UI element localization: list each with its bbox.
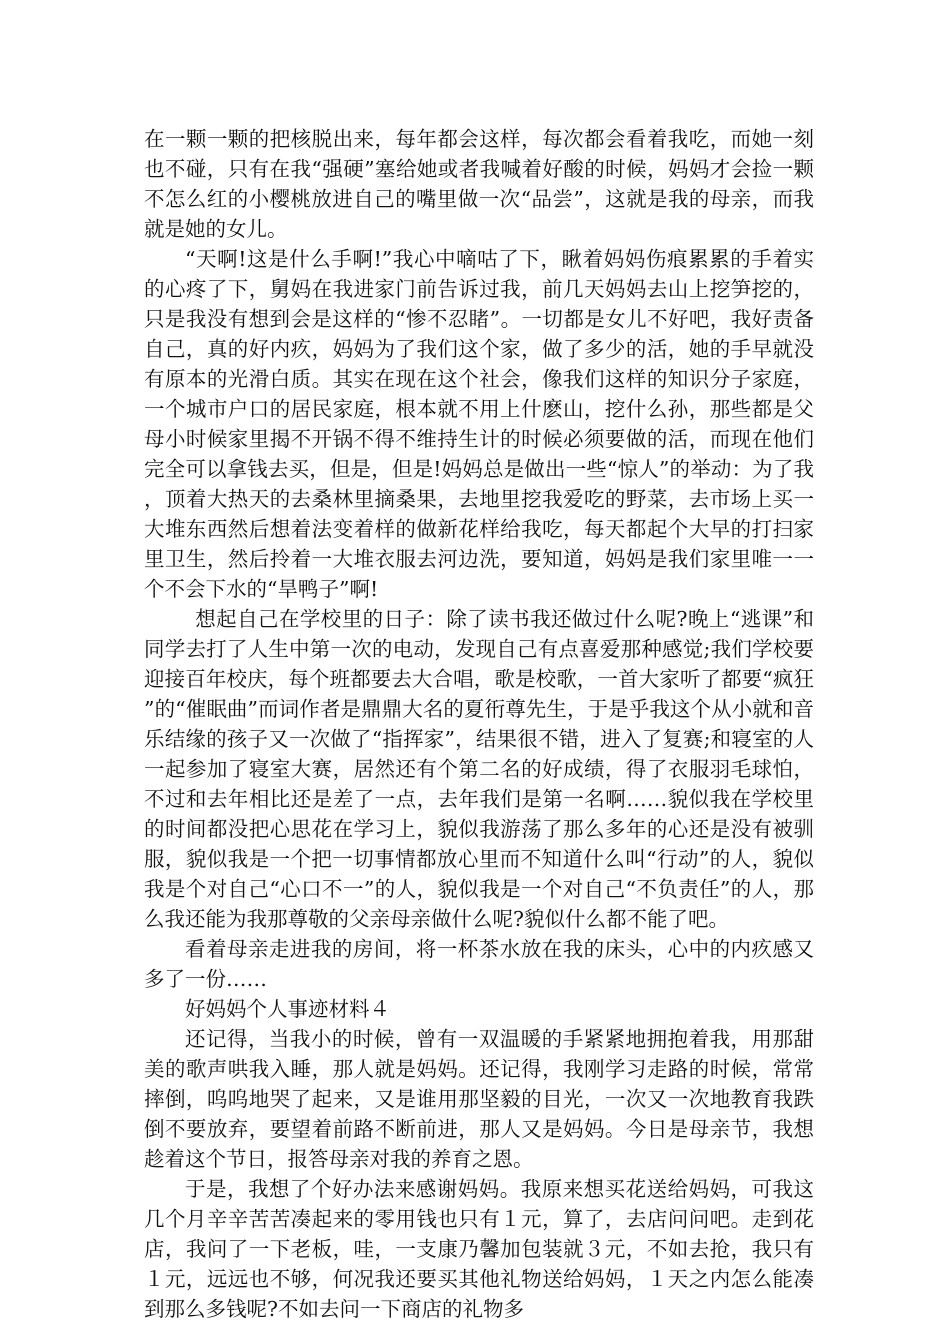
paragraph-2: “天啊!这是什么手啊!”我心中嘀咕了下，瞅着妈妈伤痕累累的手着实的心疼了下，舅妈在我进家门前告诉过我，前几天妈妈去山上挖笋挖的，只是我没有想到会是这样的“惨不忍睹”。一切都是女儿不好吧，我好责备自己，真的好内疚，妈妈为了我们这个家，做了多少的活，她的手早就没有原本的光滑白质。其实在现在这个社会，像我们这样的知识分子家庭，一个城市户口的居民家庭，根本就不用上什麽山，挖什么孙，那些都是父母小时候家里揭不开锅不得不维持生计的时候必须要做的活，而现在他们完全可以拿钱去买，但是，但是!妈妈总是做出一些“惊人”的举动：为了我，顶着大热天的去桑林里摘桑果，去地里挖我爱吃的野菜，去市场上买一大堆东西然后想着法变着样的做新花样给我吃，每天都起个大早的打扫家里卫生，然后拎着一大堆衣服去河边洗，要知道，妈妈是我们家里唯一一个不会下水的“旱鸭子”啊! [144,247,814,601]
paragraph-4: 看着母亲走进我的房间，将一杯茶水放在我的床头，心中的内疚感又多了一份…… [144,937,814,991]
document-body [144,124,814,1324]
paragraph-1: 在一颗一颗的把核脱出来，每年都会这样，每次都会看着我吃，而她一刻也不碰，只有在我“强硬”塞给她或者我喊着好酸的时候，妈妈才会捡一颗不怎么红的小樱桃放进自己的嘴里做一次“品尝”，这就是我的母亲，而我就是她的女儿。 [144,127,814,241]
paragraph-5: 还记得，当我小的时候，曾有一双温暖的手紧紧地拥抱着我，用那甜美的歌声哄我入睡，那人就是妈妈。还记得，我刚学习走路的时候，常常摔倒，呜呜地哭了起来，又是谁用那坚毅的目光，一次又一次地教育我跌倒不要放弃，要望着前路不断前进，那人又是妈妈。今日是母亲节，我想趁着这个节日，报答母亲对我的养育之恩。 [144,1027,814,1171]
paragraph-3: 想起自己在学校里的日子：除了读书我还做过什么呢?晚上“逃课”和同学去打了人生中第一次的电动，发现自己有点喜爱那种感觉;我们学校要迎接百年校庆，每个班都要去大合唱，歌是校歌，一首大家听了都要“疯狂”的“催眠曲”而词作者是鼎鼎大名的夏衎尊先生，于是乎我这个从小就和音乐结缘的孩子又一次做了“指挥家”，结果很不错，进入了复赛;和寝室的人一起参加了寝室大赛，居然还有个第二名的好成绩，得了衣服羽毛球怕，不过和去年相比还是差了一点，去年我们是第一名啊……貌似我在学校里的时间都没把心思花在学习上，貌似我游荡了那么多年的心还是没有被驯服，貌似我是一个把一切事情都放心里而不知道什么叫“行动”的人，貌似我是个对自己“心口不一”的人，貌似我是一个对自己“不负责任”的人，那么我还能为我那尊敬的父亲母亲做什么呢?貌似什么都不能了吧。 [144,607,814,931]
paragraph-6: 于是，我想了个好办法来感谢妈妈。我原来想买花送给妈妈，可我这几个月辛辛苦苦凑起来的零用钱也只有１元，算了，去店问问吧。走到花店，我问了一下老板，哇，一支康乃馨加包装就３元，不如去抢，我只有１元，远远也不够，何况我还要买其他礼物送给妈妈，１天之内怎么能凑到那么多钱呢?不如去问一下商店的礼物多 [144,1177,814,1321]
section-heading: 好妈妈个人事迹材料４ [185,997,390,1021]
